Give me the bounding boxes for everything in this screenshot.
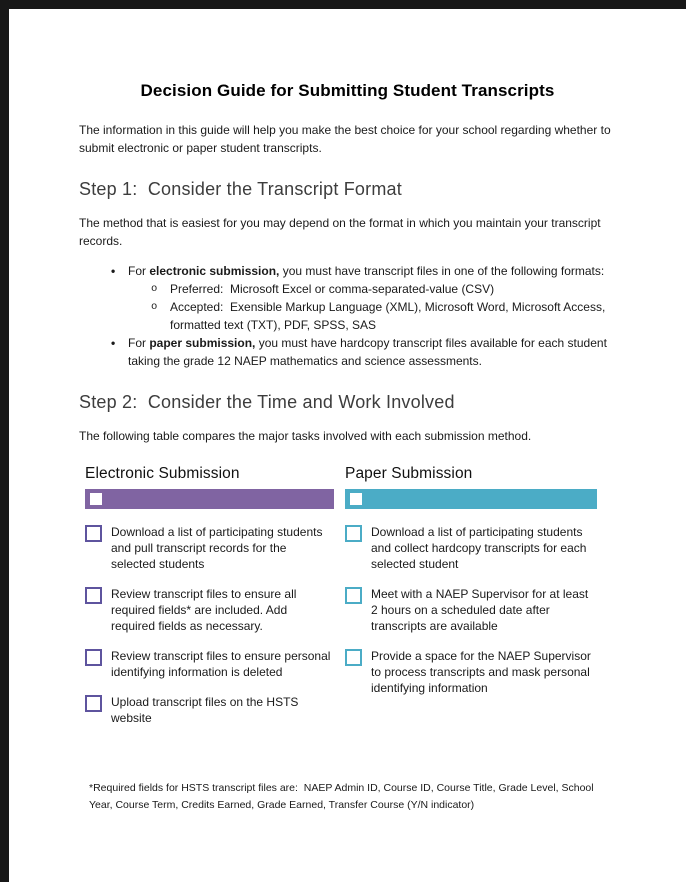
task-item	[345, 524, 597, 572]
checkbox-icon	[85, 525, 102, 542]
task-text: Provide a space for the NAEP Supervisor to process transcripts and mask personal identifying information	[371, 649, 595, 695]
electronic-column-title: Electronic Submission	[85, 465, 240, 482]
bullet-text-segment: For	[128, 336, 150, 350]
bullet-text-bold: paper submission,	[149, 336, 256, 350]
checkbox-icon	[345, 525, 362, 542]
sub-bullet-text: Preferred: Microsoft Excel or comma-separated-value (CSV)	[170, 282, 495, 296]
comparison-table	[85, 465, 616, 740]
paper-header-bar	[345, 489, 597, 509]
bullet-text	[128, 262, 616, 280]
bullet-icon: •	[111, 264, 116, 278]
step2-heading: Step 2: Consider the Time and Work Involved	[79, 392, 455, 412]
checkbox-icon	[85, 695, 102, 712]
bullet-text-segment: you must have transcript files in one of the following formats:	[279, 264, 605, 278]
task-item	[345, 648, 597, 696]
step1-paragraph: The method that is easiest for you may depend on the format in which you maintain your transcript records.	[79, 216, 604, 248]
sub-bullet-item-accepted	[79, 298, 616, 334]
bullet-item-electronic	[79, 262, 616, 280]
task-item	[345, 586, 597, 634]
bullet-text-segment: you must have hardcopy transcript files available for each student taking the grade 12 NAEP mathematics and science assessments.	[128, 336, 611, 368]
intro-paragraph: The information in this guide will help you make the best choice for your school regarding whether to submit electronic or paper student transcripts.	[79, 123, 614, 155]
footnote: *Required fields for HSTS transcript files are: NAEP Admin ID, Course ID, Course Title, Grade Level, School Year, Course Term, Credits Earned, Grade Earned, Transfer Course (Y/N indicator)	[89, 782, 597, 811]
task-item	[85, 648, 334, 680]
task-text: Upload transcript files on the HSTS website	[111, 695, 302, 725]
task-item	[85, 694, 334, 726]
checkbox-icon	[85, 649, 102, 666]
task-text: Meet with a NAEP Supervisor for at least 2 hours on a scheduled date after transcripts are available	[371, 587, 592, 633]
document-page	[9, 9, 686, 882]
bullet-text	[128, 334, 616, 370]
electronic-task-list	[85, 524, 334, 726]
paper-column-title: Paper Submission	[345, 465, 473, 482]
format-bullet-list	[79, 262, 616, 370]
checkbox-icon	[85, 587, 102, 604]
page-content	[9, 9, 686, 814]
bullet-text-bold: electronic submission,	[149, 264, 280, 278]
step2-paragraph: The following table compares the major tasks involved with each submission method.	[79, 429, 532, 443]
electronic-column	[85, 465, 334, 740]
task-item	[85, 524, 334, 572]
legend-square-icon	[350, 493, 362, 505]
checkbox-icon	[345, 587, 362, 604]
bullet-item-paper	[79, 334, 616, 370]
page-title: Decision Guide for Submitting Student Transcripts	[140, 81, 555, 100]
task-text: Download a list of participating students and collect hardcopy transcripts for each selected student	[371, 525, 590, 571]
bullet-text-segment: For	[128, 264, 150, 278]
task-item	[85, 586, 334, 634]
paper-column	[345, 465, 597, 740]
paper-task-list	[345, 524, 597, 696]
checkbox-icon	[345, 649, 362, 666]
task-text: Review transcript files to ensure personal identifying information is deleted	[111, 649, 334, 679]
electronic-header-bar	[85, 489, 334, 509]
sub-bullet-text: Accepted: Exensible Markup Language (XML), Microsoft Word, Microsoft Access, formatted text (TXT), PDF, SPSS, SAS	[170, 300, 609, 332]
sub-bullet-item-preferred	[79, 280, 616, 298]
task-text: Review transcript files to ensure all required fields* are included. Add required fields as necessary.	[111, 587, 300, 633]
step1-heading: Step 1: Consider the Transcript Format	[79, 179, 402, 199]
bullet-icon: •	[111, 336, 116, 350]
sub-bullet-icon: o	[151, 301, 158, 313]
legend-square-icon	[90, 493, 102, 505]
task-text: Download a list of participating students and pull transcript records for the selected students	[111, 525, 326, 571]
sub-bullet-icon: o	[151, 283, 158, 295]
